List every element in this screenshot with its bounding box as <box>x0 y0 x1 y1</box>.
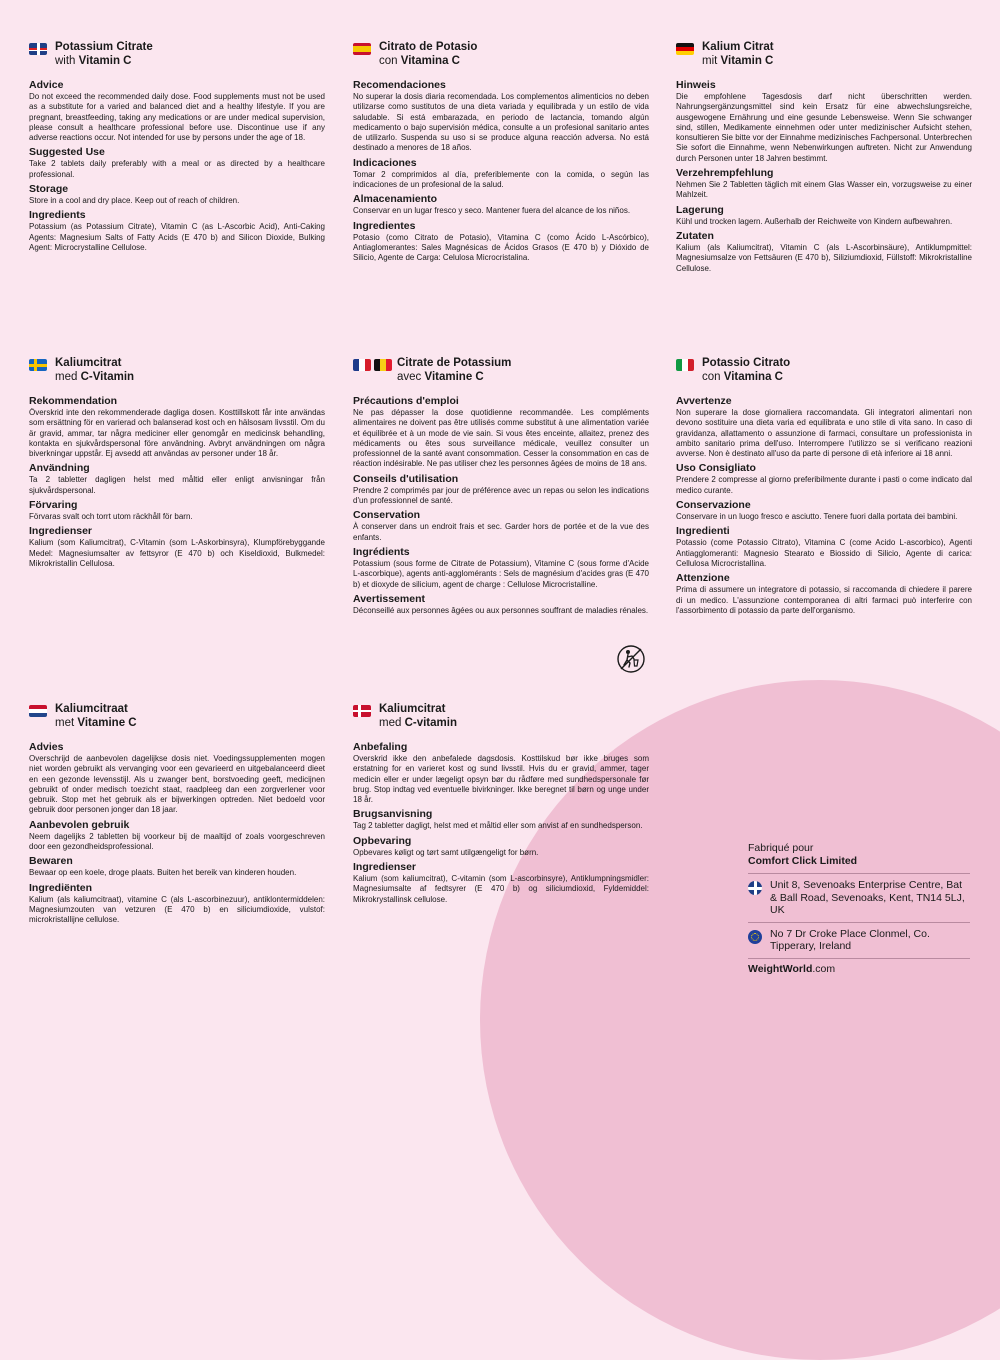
product-title-main: Kaliumcitrat <box>55 357 122 369</box>
product-title-with: med <box>55 371 81 383</box>
ie-address-row <box>748 923 970 959</box>
section-text: Kalium (als Kaliumcitrat), Vitamin C (als L-Ascorbinsäure), Antiklumpmittel: Magnesiumsalze von Fettsäuren (E 470 b), Siliziumdioxid, Füllstoff: Mikrokristalline Cellulose. <box>676 242 972 273</box>
fr-flag-icon <box>353 359 371 371</box>
dk-flag-icon <box>353 705 371 717</box>
de-flag-icon <box>676 43 694 55</box>
product-title-with: with <box>55 55 79 67</box>
es-flag-icon <box>353 43 371 55</box>
section-heading: Ingredientes <box>353 219 416 232</box>
product-title-main: Citrate de Potassium <box>397 357 512 369</box>
section-heading: Bewaren <box>29 855 73 868</box>
section-text: Kühl und trocken lagern. Außerhalb der Reichweite von Kindern aufbewahren. <box>676 216 953 226</box>
section-text: Tag 2 tabletter dagligt, helst med et måltid eller som anvist af en sundhedsperson. <box>353 821 643 831</box>
product-title <box>55 702 137 730</box>
se-flag-icon <box>29 359 47 371</box>
section-text: Ne pas dépasser la dose quotidienne recommandée. Les compléments alimentaires ne doivent pas être utilisés comme substitut à une alimentation variée et équilibrée et à un mode de vie sain. Si vous êtes enceinte, allaitez, prenez des médicaments ou êtes sous surveillance médicale, veuillez consulter un professionnel de la santé avant consommation. Cesser la consommation en cas de réaction indésirable. Ne pas utiliser chez les personnes âgées de moins de 18 ans. <box>353 408 649 469</box>
section-heading: Aanbevolen gebruik <box>29 818 130 831</box>
section-text: Kalium (som Kaliumcitrat), C-Vitamin (som L-Askorbinsyra), Klumpförebyggande Medel: Magnesiumsalter av fettsyror (E 470 b) och Kiseldioxid, Bulkmedel: Mikrokristallin Cellulosa. <box>29 538 325 568</box>
product-title-with: con <box>379 55 401 67</box>
uk-flag-icon <box>748 881 762 895</box>
section-heading: Advice <box>29 79 64 91</box>
product-title-vitamin: Vitamin C <box>720 55 774 67</box>
made-for-label: Fabriqué pour <box>748 842 814 854</box>
product-title <box>55 356 134 384</box>
product-title-with: con <box>702 371 724 383</box>
company-name: Comfort Click Limited <box>748 854 858 867</box>
product-title-vitamin: C-Vitamin <box>80 371 135 383</box>
section-heading: Användning <box>29 462 90 475</box>
section-heading: Brugsanvisning <box>353 808 433 821</box>
section-dk <box>353 702 649 905</box>
section-header <box>353 702 649 730</box>
product-title-main: Kalium Citrat <box>702 41 774 53</box>
manufacturer-block <box>748 842 970 975</box>
section-heading: Ingredienser <box>29 525 93 538</box>
product-title-with: avec <box>397 371 425 383</box>
section-nl <box>29 702 325 926</box>
section-heading: Ingredients <box>29 209 86 222</box>
product-title-with: met <box>55 717 78 729</box>
section-text: Die empfohlene Tagesdosis darf nicht überschritten werden. Nahrungsergänzungsmittel sind kein Ersatz für eine abwechslungsreiche, ausgewogene Ernährung und eine gesunde Lebensweise. Wenn Sie schwanger sind, stillen, Medikamente einnehmen oder unter medizinischer Aufsicht stehen, konsultieren Sie bitte vor der Einnahme medizinisches Fachpersonal. Unterbrechen Sie sofort die Einnahme, wenn Nebenwirkungen auftreten. Nicht zur Anwendung durch Personen unter 18 Jahren bestimmt. <box>676 92 972 163</box>
nl-flag-icon <box>29 705 47 717</box>
section-text: Store in a cool and dry place. Keep out of reach of children. <box>29 196 240 206</box>
ie-address: No 7 Dr Croke Place Clonmel, Co. Tipperary, Ireland <box>770 927 930 952</box>
section-text: Do not exceed the recommended daily dose. Food supplements must not be used as a substitute for a varied and balanced diet and a healthy lifestyle. If you are pregnant, breastfeeding, taking any medications or are under medical supervision, please consult a healthcare professional before use. Discontinue use if any adverse reactions occur. Not intended for use by persons under the age of 18. <box>29 92 325 143</box>
product-title <box>702 40 774 68</box>
section-header <box>29 356 325 384</box>
section-text: Kalium (som kaliumcitrat), C-vitamin (som L-ascorbinsyre), Antiklumpningsmidler: Magnesiumsalte af fedtsyrer (E 470 b) og siliciumdioxid, Fyldemiddel: Mikrokrystallinsk cellulose. <box>353 874 649 904</box>
section-header <box>676 356 972 384</box>
section-text: Opbevares køligt og tørt samt utilgængeligt for børn. <box>353 847 539 857</box>
section-text: Overschrijd de aanbevolen dagelijkse dosis niet. Voedingssupplementen mogen niet worden gebruikt als vervanging voor een gevarieerd en uitgebalanceerd dieet en een gezonde levensstijl. Als u zwanger bent, borstvoeding geeft, medicijnen gebruikt of onder medisch toezicht staat, raadpleeg dan een zorgverlener voor gebruik. Stop met het gebruik als er bijwerkingen optreden. Niet bedoeld voor gebruik door personen jonger dan 18 jaar. <box>29 754 325 815</box>
section-text: Prima di assumere un integratore di potassio, si raccomanda di chiedere il parere di un medico. L'assunzione contemporanea di altri farmaci può interferire con l'assorbimento di potassio da parte dell'organismo. <box>676 585 972 615</box>
section-text: No superar la dosis diaria recomendada. Los complementos alimenticios no deben utilizarse como sustitutos de una dieta variada y equilibrada y un estilo de vida saludable. Si está embarazada, en periodo de lactancia, tomando algún medicamento o bajo supervisión médica, consulte a un profesional sanitario antes de utilizarlo. Suspenda su uso si se produce alguna reacción adversa. No está destinado a menores de 18 años. <box>353 92 649 153</box>
section-header <box>29 40 325 68</box>
section-heading: Advies <box>29 741 64 753</box>
section-heading: Almacenamiento <box>353 193 438 206</box>
section-se <box>29 356 325 569</box>
section-heading: Verzehrempfehlung <box>676 167 774 180</box>
section-heading: Recomendaciones <box>353 79 446 91</box>
product-title-vitamin: Vitamina C <box>400 55 460 67</box>
section-text: Prendere 2 compresse al giorno preferibilmente durante i pasti o come indicato dal medico curante. <box>676 475 972 495</box>
product-title-main: Citrato de Potasio <box>379 41 478 53</box>
product-title-with: mit <box>702 55 721 67</box>
tidyman-recycle-icon <box>617 645 645 673</box>
section-heading: Ingrediënten <box>29 881 93 894</box>
section-text: Déconseillé aux personnes âgées ou aux personnes souffrant de maladies rénales. <box>353 605 649 615</box>
section-text: Overskrid ikke den anbefalede dagsdosis. Kosttilskud bør ikke bruges som erstatning for en varieret kost og sund livsstil. Hvis du er gravid, ammer, tager medicin eller er under lægeligt opsyn bør du rådføre med sundhedspersonale før brug. Stop indtag ved eventuelle bivirkninger. Ikke beregnet til børn og unge under 18 år. <box>353 754 649 805</box>
section-heading: Ingredienser <box>353 861 417 874</box>
section-heading: Rekommendation <box>29 395 118 407</box>
section-heading: Anbefaling <box>353 741 408 753</box>
product-title-vitamin: Vitamin C <box>78 55 132 67</box>
product-title-main: Potassio Citrato <box>702 357 791 369</box>
product-title-vitamin: Vitamina C <box>723 371 783 383</box>
product-title-main: Potassium Citrate <box>55 41 153 53</box>
uk-flag-icon <box>29 43 47 55</box>
section-es <box>353 40 649 264</box>
it-flag-icon <box>676 359 694 371</box>
section-heading: Hinweis <box>676 79 716 91</box>
section-heading: Zutaten <box>676 229 714 242</box>
section-heading: Conservazione <box>676 499 751 512</box>
section-heading: Uso Consigliato <box>676 462 756 475</box>
product-title-main: Kaliumcitraat <box>55 703 128 715</box>
uk-address-row <box>748 873 970 923</box>
section-heading: Avertissement <box>353 592 425 605</box>
section-header <box>353 356 649 384</box>
section-text: Neem dagelijks 2 tabletten bij voorkeur bij de maaltijd of zoals voorgeschreven door een gezondheidsprofessional. <box>29 831 325 852</box>
section-text: Potassium (as Potassium Citrate), Vitamin C (as L-Ascorbic Acid), Anti-Caking Agents: Magnesium Salts of Fatty Acids (E 470 b) and Silicon Dioxide, Bulking Agent: Microcrystalline Cellulose. <box>29 222 325 252</box>
section-header <box>676 40 972 68</box>
product-title <box>379 40 477 68</box>
section-text: Non superare la dose giornaliera raccomandata. Gli integratori alimentari non devono sostituire una dieta varia ed equilibrata e uno stile di vita sano. In caso di gravidanza, allattamento o assunzione di farmaci, consultare un professionista in ambito sanitario prima dell'uso. Interrompere l'utilizzo se si verificano reazioni avverse. Non è destinato all'uso da parte di persone di età inferiore ai 18 anni. <box>676 408 972 459</box>
uk-address: Unit 8, Sevenoaks Enterprise Centre, Bat & Ball Road, Sevenoaks, Kent, TN14 5LJ, UK <box>770 879 965 916</box>
section-heading: Ingredienti <box>676 525 730 538</box>
section-text: À conserver dans un endroit frais et sec. Garder hors de portée et de la vue des enfants. <box>353 522 649 542</box>
flags-group <box>353 356 392 371</box>
section-heading: Lagerung <box>676 203 724 216</box>
product-title <box>702 356 790 384</box>
product-title-with: med <box>379 717 405 729</box>
product-title <box>379 702 457 730</box>
section-text: Conservar en un lugar fresco y seco. Mantener fuera del alcance de los niños. <box>353 206 631 216</box>
product-title <box>397 356 511 384</box>
section-text: Prendre 2 comprimés par jour de préférence avec un repas ou selon les indications d'un professionnel de santé. <box>353 485 649 506</box>
section-text: Ta 2 tabletter dagligen helst med måltid eller enligt anvisningar från sjukvårdspersonal. <box>29 475 325 495</box>
section-heading: Attenzione <box>676 572 730 585</box>
product-title-main: Kaliumcitrat <box>379 703 446 715</box>
section-de <box>676 40 972 274</box>
section-heading: Avvertenze <box>676 395 732 407</box>
product-title-vitamin: C-vitamin <box>404 717 457 729</box>
section-text: Nehmen Sie 2 Tabletten täglich mit einem Glas Wasser ein, vorzugsweise zu einer Mahlzeit. <box>676 180 972 200</box>
be-flag-icon <box>374 359 392 371</box>
section-text: Potassium (sous forme de Citrate de Potassium), Vitamine C (sous forme d'Acide L-ascorbique), agents anti-agglomérants : Sels de magnésium d'acides gras (E 470 b) et dioxyde de silicium, agent de charge : Cellulose Microcristalline. <box>353 558 649 589</box>
section-heading: Ingrédients <box>353 545 410 558</box>
section-it <box>676 356 972 616</box>
section-heading: Conservation <box>353 509 421 522</box>
section-fr <box>353 356 649 616</box>
section-heading: Conseils d'utilisation <box>353 472 459 485</box>
section-header <box>353 40 649 68</box>
section-heading: Opbevaring <box>353 834 412 847</box>
section-text: Tomar 2 comprimidos al día, preferiblemente con la comida, o según las indicaciones de un profesional de la salud. <box>353 169 649 190</box>
section-heading: Storage <box>29 183 69 196</box>
section-text: Potasio (como Citrato de Potasio), Vitamina C (como Ácido L-Ascórbico), Antiaglomerantes: Sales Magnésicas de Ácidos Grasos (E 470 b) y Dióxido de Silicio, Agente de Carga: Celulosa Microcristalina. <box>353 232 649 263</box>
eu-flag-icon <box>748 930 762 944</box>
section-text: Bewaar op een koele, droge plaats. Buiten het bereik van kinderen houden. <box>29 868 297 878</box>
section-text: Kalium (als kaliumcitraat), vitamine C (als L-ascorbinezuur), antiklontermiddelen: Magnesiumzouten van vetzuren (E 470 b) en siliciumdioxide, vulstof: microkristallijne cellulose. <box>29 894 325 925</box>
section-text: Förvaras svalt och torrt utom räckhåll för barn. <box>29 512 193 522</box>
section-text: Take 2 tablets daily preferably with a meal or as directed by a healthcare professional. <box>29 159 325 179</box>
section-text: Conservare in un luogo fresco e asciutto. Tenere fuori dalla portata dei bambini. <box>676 512 958 522</box>
section-heading: Suggested Use <box>29 146 105 159</box>
section-header <box>29 702 325 730</box>
section-text: Potassio (come Potassio Citrato), Vitamina C (come Acido L-ascorbico), Agenti Antiagglomeranti: Magnesio Stearato e Biossido di Silicio, Agente di carica: Cellulosa Microcristallina. <box>676 538 972 568</box>
section-heading: Indicaciones <box>353 156 417 169</box>
section-heading: Précautions d'emploi <box>353 395 459 407</box>
website <box>748 959 970 976</box>
section-heading: Förvaring <box>29 499 78 512</box>
website-tld: .com <box>812 962 836 975</box>
product-title-vitamin: Vitamine C <box>77 717 137 729</box>
website-brand: WeightWorld <box>748 962 813 975</box>
product-title-vitamin: Vitamine C <box>424 371 484 383</box>
product-title <box>55 40 153 68</box>
section-text: Överskrid inte den rekommenderade dagliga dosen. Kosttillskott får inte användas som ersättning för en varierad och balanserad kost och en hälsosam livsstil. Om du är gravid, ammar, tar några mediciner eller genomgår en medicinsk behandling, kontakta en sjukvårdspersonal före användning. Avbryt användningen om några biverkningar uppstår. Ej avsedd att användas av personer under 18 år. <box>29 408 325 459</box>
section-uk <box>29 40 325 253</box>
